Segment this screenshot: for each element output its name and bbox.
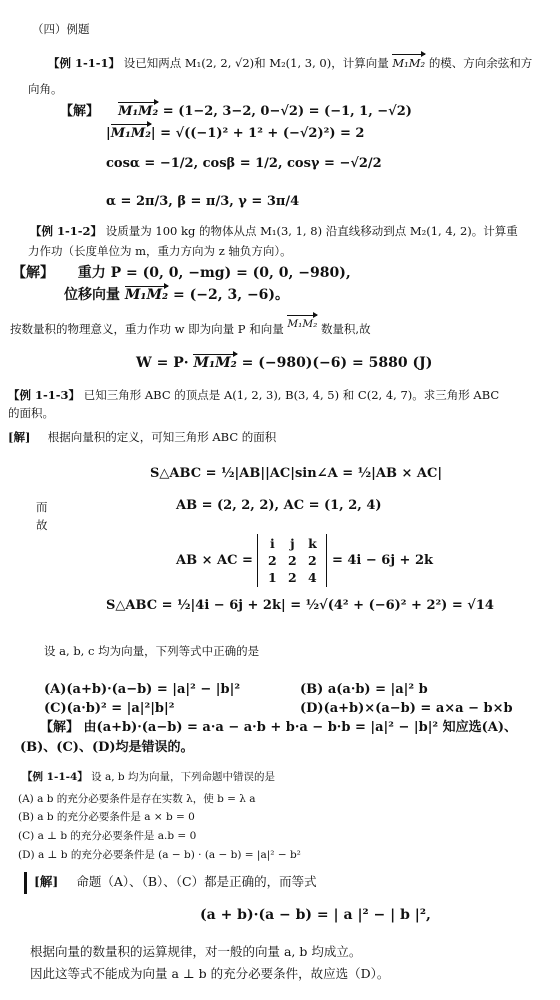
ex3-er: 而 [36, 500, 48, 514]
ex3b-solution-line2: (B)、(C)、(D)均是错误的。 [20, 740, 194, 755]
ex4-sol-a: 命题（A）、（B）、（C）都是正确的，而等式 [76, 874, 317, 889]
ex1-solution-line2: |M₁M₂| = √((−1)² + 1² + (−√2)²) = 2 [106, 126, 365, 141]
ex3b-option-a: (A)(a+b)·(a−b) = |a|² − |b|² [44, 682, 241, 697]
ex2-text-c1: 按数量积的物理意义，重力作功 w 即为向量 P 和向量 [10, 322, 284, 336]
ex1-vec-rhs: = (1−2, 3−2, 0−√2) = (−1, 1, −√2) [162, 104, 412, 119]
ex4-jie: [解] [34, 874, 59, 889]
ex2-disp-rhs: = (−2, 3, −6)。 [173, 287, 290, 303]
ex2-problem-line2: 力作功（长度单位为 m，重力方向为 z 轴负方向）。 [28, 244, 292, 258]
ex1-solution-line1 [60, 104, 412, 119]
ex2-work-rhs: = (−980)(−6) = 5880 (J) [241, 355, 433, 371]
ex4-tag: 【例 1-1-4】 [22, 771, 88, 783]
ex2-disp-label: 位移向量 [64, 287, 120, 303]
ex1-modulus-vec: M₁M₂ [110, 126, 151, 141]
ex2-force: 重力 P = (0, 0, −mg) = (0, 0, −980), [77, 265, 351, 281]
ex1-cos-gamma: cosγ = −√2/2 [287, 156, 382, 171]
ex1-tag: 【例 1-1-1】 [48, 56, 121, 70]
ex3b-option-b: (B) a(a·b) = |a|² b [300, 682, 428, 697]
ex3-tag: 【例 1-1-3】 [8, 388, 81, 402]
ex4-option-a: (A) a b 的充分必要条件是存在实数 λ，使 b = λ a [18, 793, 256, 805]
ex1-text-b: 的模、方向余弦和方 [428, 56, 533, 70]
ex4-option-c: (C) a ⊥ b 的充分必要条件是 a.b = 0 [18, 830, 197, 842]
ex2-problem-line1 [30, 224, 518, 239]
ex2-work-vec: M₁M₂ [193, 355, 237, 371]
ex1-cos-alpha: cosα = −1/2, [106, 156, 203, 171]
ex1-direction-cosines [106, 156, 382, 171]
ex3b-option-c: (C)(a·b)² = |a|²|b|² [44, 701, 175, 716]
section-title: （四）例题 [32, 22, 90, 36]
ex4-option-b: (B) a b 的充分必要条件是 a × b = 0 [18, 811, 195, 823]
ex2-work-lhs: W = P· [136, 355, 189, 371]
ex3-text-a: 已知三角形 ABC 的顶点是 A(1, 2, 3), B(3, 4, 5) 和 C(2, 4, 7)。求三角形 ABC [83, 388, 500, 402]
ex1-problem-line2: 向角。 [28, 82, 63, 96]
det-cell: 2 [288, 570, 297, 585]
ex1-direction-angles: α = 2π/3, β = π/3, γ = 3π/4 [106, 194, 300, 209]
ex3b-sol-a: 由(a+b)·(a−b) = a·a − a·b + b·a − b·b = |a|² − |b|² 知应选(A)、 [83, 720, 518, 735]
ex2-text-c2: 数量积,故 [320, 322, 371, 336]
ex2-solution-displacement [64, 288, 289, 303]
ex2-disp-vec: M₁M₂ [124, 287, 169, 303]
ex1-jie: 【解】 [60, 104, 100, 119]
ex2-text-a: 设质量为 100 kg 的物体从点 M₁(3, 1, 8) 沿直线移动到点 M₂(1, 4, 2)。计算重 [105, 224, 518, 238]
ex4-formula: (a + b)·(a − b) = | a |² − | b |², [200, 907, 431, 923]
ex4-solution-line3: 因此这等式不能成为向量 a ⊥ b 的充分必要条件，故应选（D）。 [30, 966, 390, 981]
det-cell: 2 [308, 553, 317, 568]
det-cell: k [308, 536, 317, 551]
det-cell: i [270, 536, 275, 551]
det-cell: 1 [268, 570, 277, 585]
ex2-explanation [10, 318, 371, 338]
ex3-area-formula: S△ABC = ½|AB||AC|sin∠A = ½|AB × AC| [150, 466, 443, 481]
ex3-area-result: S△ABC = ½|4i − 6j + 2k| = ½√(4² + (−6)² + 2²) = √14 [106, 598, 494, 613]
ex1-text-a: 设已知两点 M₁(2, 2, √2)和 M₂(1, 3, 0)，计算向量 [123, 56, 389, 70]
ex2-tag: 【例 1-1-2】 [30, 224, 103, 238]
ex1-modulus: = √((−1)² + 1² + (−√2)²) = 2 [160, 126, 365, 141]
ex3b-option-d: (D)(a+b)×(a−b) = a×a − b×b [300, 701, 513, 716]
ex1-cos-beta: cosβ = 1/2, [202, 156, 288, 171]
ex3-gu: 故 [36, 518, 48, 532]
ex1-vec-lhs: M₁M₂ [118, 104, 159, 119]
ex1-vector: M₁M₂ [392, 56, 426, 70]
ex4-text: 设 a, b 均为向量，下列命题中错误的是 [91, 771, 275, 783]
ex1-problem-line1 [48, 56, 532, 71]
ex3-text-c: 根据向量积的定义，可知三角形 ABC 的面积 [47, 430, 277, 444]
ex3b-jie: 【解】 [40, 720, 80, 735]
ex4-option-d: (D) a ⊥ b 的充分必要条件是 (a − b) · (a − b) = |a|² − b² [18, 849, 301, 861]
ex3-determinant [257, 534, 327, 587]
ex3-ab-ac: AB = (2, 2, 2), AC = (1, 2, 4) [176, 498, 382, 513]
ex3-cross-rhs: = 4i − 6j + 2k [331, 553, 434, 568]
ex4-problem [22, 770, 275, 785]
det-cell: j [290, 536, 295, 551]
ex3-solution-intro [8, 430, 276, 445]
det-cell: 2 [288, 553, 297, 568]
ex2-jie: 【解】 [12, 265, 54, 281]
det-cell: 4 [308, 570, 317, 585]
ex3-problem-line2: 的面积。 [8, 406, 54, 420]
solution-margin-bar [24, 872, 27, 894]
ex3-cross-lhs: AB × AC = [176, 553, 253, 568]
ex4-solution-line1 [34, 874, 317, 889]
det-cell: 2 [268, 553, 277, 568]
ex2-solution-force [12, 266, 351, 281]
ex2-work-formula [136, 356, 432, 371]
ex3-cross-product [176, 534, 433, 587]
ex4-solution-line2: 根据向量的数量积的运算规律，对一般的向量 a, b 均成立。 [30, 944, 362, 959]
ex3b-solution-line1 [40, 720, 517, 735]
ex3-jie: [解] [8, 430, 31, 444]
ex2-text-c-vec: M₁M₂ [287, 318, 318, 330]
ex3-problem-line1 [8, 388, 499, 403]
ex3b-question: 设 a, b, c 均为向量，下列等式中正确的是 [44, 644, 260, 658]
